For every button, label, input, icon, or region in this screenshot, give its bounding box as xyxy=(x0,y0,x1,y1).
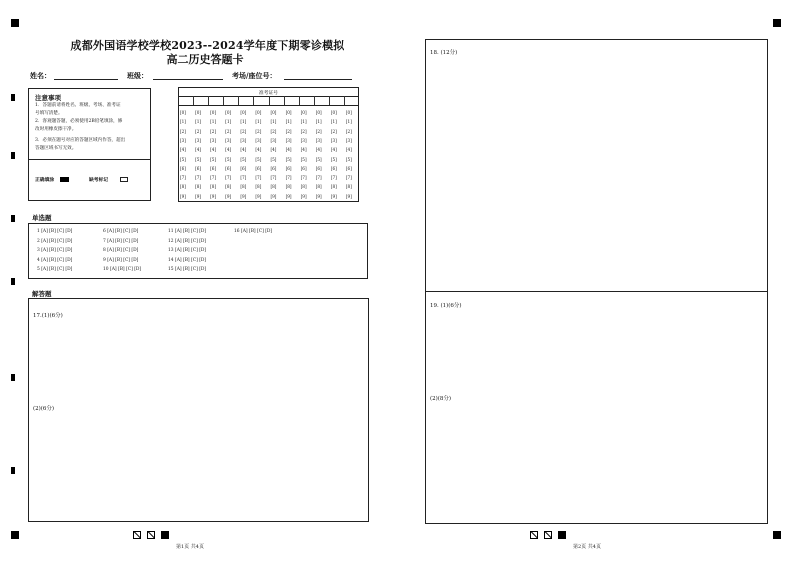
exam-id-bubble[interactable]: [8] xyxy=(330,184,337,190)
exam-id-bubble[interactable]: [2] xyxy=(195,128,202,134)
answer-box-19[interactable] xyxy=(425,291,768,524)
exam-id-bubble[interactable]: [1] xyxy=(315,119,322,125)
exam-id-bubble[interactable]: [6] xyxy=(345,165,352,171)
exam-id-bubble[interactable]: [2] xyxy=(270,128,277,134)
exam-id-bubble[interactable]: [8] xyxy=(315,184,322,190)
page-marker-hatched xyxy=(530,531,538,539)
exam-id-column-divider xyxy=(329,96,330,105)
exam-id-bubble[interactable]: [2] xyxy=(180,128,186,134)
notes-line: 改时用橡皮擦干净。 xyxy=(35,127,77,132)
exam-id-bubble[interactable]: [0] xyxy=(270,110,277,115)
exam-id-bubble[interactable]: [8] xyxy=(300,184,307,190)
choice-question-row[interactable]: 11 [A] [B] [C] [D] xyxy=(168,229,207,234)
page-marker-hatched xyxy=(147,531,155,539)
class-label: 班级： xyxy=(127,71,148,80)
exam-id-bubble[interactable]: [9] xyxy=(210,193,217,199)
exam-id-bubble[interactable]: [3] xyxy=(285,137,292,143)
exam-id-bubble[interactable]: [6] xyxy=(330,165,337,171)
exam-id-bubble[interactable]: [6] xyxy=(210,165,217,171)
name-label: 姓名： xyxy=(30,71,51,80)
exam-id-column-divider xyxy=(238,96,239,105)
exam-id-bubble[interactable]: [1] xyxy=(255,119,262,125)
exam-id-bubble[interactable]: [3] xyxy=(210,137,217,143)
exam-id-bubble[interactable]: [7] xyxy=(300,175,307,181)
answer-box-17[interactable] xyxy=(28,298,369,522)
page-marker-solid xyxy=(558,531,566,539)
exam-id-bubble[interactable]: [2] xyxy=(345,128,352,134)
exam-id-bubble[interactable]: [4] xyxy=(345,147,352,153)
exam-id-bubble[interactable]: [9] xyxy=(255,193,262,199)
exam-id-bubble[interactable]: [1] xyxy=(330,119,337,125)
exam-id-bubble[interactable]: [5] xyxy=(240,156,247,162)
exam-id-bubble[interactable]: [5] xyxy=(225,156,232,162)
corner-mark-top-right xyxy=(773,19,781,27)
exam-id-bubble[interactable]: [3] xyxy=(300,137,307,143)
exam-id-bubble[interactable]: [3] xyxy=(225,137,232,143)
exam-id-bubble[interactable]: [6] xyxy=(285,165,292,171)
exam-id-bubble[interactable]: [6] xyxy=(300,165,307,171)
exam-id-bubble[interactable]: [5] xyxy=(300,156,307,162)
exam-id-bubble[interactable]: [5] xyxy=(195,156,202,162)
absent-mark-label: 缺考标记 xyxy=(89,177,109,183)
single-choice-title: 单选题 xyxy=(32,214,52,222)
choice-question-row[interactable]: 12 [A] [B] [C] [D] xyxy=(168,238,207,244)
exam-id-bubble[interactable]: [9] xyxy=(240,193,247,199)
absent-checkbox[interactable] xyxy=(120,177,128,182)
exam-id-bubble[interactable]: [0] xyxy=(285,110,292,115)
exam-id-bubble[interactable]: [6] xyxy=(195,165,202,171)
notes-line: 答题区域书写无效。 xyxy=(35,146,77,151)
exam-id-bubble[interactable]: [8] xyxy=(210,184,217,190)
exam-id-bubble[interactable]: [7] xyxy=(210,175,217,181)
exam-id-bubble[interactable]: [7] xyxy=(345,175,352,181)
name-field[interactable] xyxy=(54,79,118,80)
exam-id-column-divider xyxy=(193,96,194,105)
exam-id-bubble[interactable]: [2] xyxy=(330,128,337,134)
exam-id-bubble[interactable]: [2] xyxy=(210,128,217,134)
exam-id-bubble[interactable]: [9] xyxy=(330,193,337,199)
exam-id-bubble[interactable]: [6] xyxy=(240,165,247,171)
exam-id-column-divider xyxy=(284,96,285,105)
exam-id-bubble[interactable]: [1] xyxy=(195,119,202,125)
exam-id-bubble[interactable]: [1] xyxy=(285,119,292,125)
exam-id-bubble[interactable]: [3] xyxy=(330,137,337,143)
choice-question-row[interactable]: 3 [A] [B] [C] [D] xyxy=(37,248,73,254)
exam-id-bubble[interactable]: [8] xyxy=(195,184,202,190)
notes-line: 1．答题前请将姓名、班级、考场、准考证 xyxy=(35,103,121,108)
exam-id-bubble[interactable]: [0] xyxy=(345,110,352,115)
exam-id-bubble[interactable]: [9] xyxy=(345,193,352,199)
exam-id-header: 准考证号 xyxy=(258,91,279,96)
exam-id-bubble[interactable]: [9] xyxy=(300,193,307,199)
choice-question-row[interactable]: 4 [A] [B] [C] [D] xyxy=(37,257,73,263)
exam-id-bubble[interactable]: [0] xyxy=(180,110,186,115)
question-19-part-2-label: (2)(8分) xyxy=(430,396,452,402)
side-mark xyxy=(11,215,15,222)
exam-id-bubble[interactable]: [9] xyxy=(180,193,186,199)
exam-id-bubble[interactable]: [0] xyxy=(300,110,307,115)
side-mark xyxy=(11,152,15,159)
question-19-part-1-label: 19. (1)(6分) xyxy=(430,303,462,309)
exam-id-bubble[interactable]: [4] xyxy=(270,147,277,153)
exam-id-bubble[interactable]: [9] xyxy=(285,193,292,199)
side-mark xyxy=(11,278,15,285)
exam-id-bubble[interactable]: [2] xyxy=(300,128,307,134)
exam-id-column-divider xyxy=(299,96,300,105)
page-subtitle: 高二历史答题卡 xyxy=(166,53,244,66)
exam-id-bubble[interactable]: [1] xyxy=(240,119,247,125)
exam-id-bubble[interactable]: [1] xyxy=(345,119,352,125)
exam-id-entry-divider xyxy=(178,105,359,106)
exam-id-column-divider xyxy=(223,96,224,105)
exam-id-bubble[interactable]: [4] xyxy=(195,147,202,153)
exam-id-bubble[interactable]: [5] xyxy=(285,156,292,162)
exam-id-bubble[interactable]: [5] xyxy=(180,156,186,162)
choice-question-row[interactable]: 7 [A] [B] [C] [D] xyxy=(103,238,139,244)
exam-id-bubble[interactable]: [8] xyxy=(285,184,292,190)
notes-line: 3．必须在题号对应的答题区域内作答，超出 xyxy=(35,138,126,143)
exam-id-bubble[interactable]: [4] xyxy=(300,147,307,153)
side-mark xyxy=(11,374,15,381)
exam-id-bubble[interactable]: [8] xyxy=(270,184,277,190)
exam-id-bubble[interactable]: [9] xyxy=(195,193,202,199)
choice-question-row[interactable]: 8 [A] [B] [C] [D] xyxy=(103,248,139,254)
page-marker-hatched xyxy=(133,531,141,539)
corner-mark-bottom-right xyxy=(773,531,781,539)
page-title: 成都外国语学校学校2023--2024学年度下期零诊模拟 xyxy=(70,39,345,52)
exam-id-column-divider xyxy=(253,96,254,105)
exam-id-bubble[interactable]: [0] xyxy=(240,110,247,115)
exam-id-column-divider xyxy=(314,96,315,105)
exam-id-bubble[interactable]: [6] xyxy=(225,165,232,171)
exam-id-bubble[interactable]: [6] xyxy=(270,165,277,171)
exam-id-bubble[interactable]: [1] xyxy=(180,119,186,125)
exam-id-bubble[interactable]: [7] xyxy=(195,175,202,181)
exam-id-bubble[interactable]: [4] xyxy=(225,147,232,153)
exam-id-bubble[interactable]: [3] xyxy=(180,137,186,143)
exam-id-bubble[interactable]: [4] xyxy=(240,147,247,153)
exam-id-bubble[interactable]: [2] xyxy=(255,128,262,134)
choice-question-row[interactable]: 13 [A] [B] [C] [D] xyxy=(168,248,207,254)
exam-id-bubble[interactable]: [3] xyxy=(315,137,322,143)
exam-id-bubble[interactable]: [1] xyxy=(225,119,232,125)
exam-id-bubble[interactable]: [4] xyxy=(210,147,217,153)
choice-question-row[interactable]: 14 [A] [B] [C] [D] xyxy=(168,257,207,263)
exam-id-bubble[interactable]: [7] xyxy=(255,175,262,181)
exam-id-bubble[interactable]: [9] xyxy=(270,193,277,199)
exam-id-bubble[interactable]: [4] xyxy=(315,147,322,153)
choice-question-row[interactable]: 6 [A] [B] [C] [D] xyxy=(103,229,139,234)
exam-id-bubble[interactable]: [8] xyxy=(225,184,232,190)
exam-id-bubble[interactable]: [2] xyxy=(285,128,292,134)
exam-id-bubble[interactable]: [0] xyxy=(255,110,262,115)
question-17-part-2-label: (2)(6分) xyxy=(33,406,55,412)
exam-id-bubble[interactable]: [4] xyxy=(255,147,262,153)
notes-line: 2．客观题答题，必须使用2B铅笔填涂，修 xyxy=(35,119,123,124)
exam-id-bubble[interactable]: [2] xyxy=(315,128,322,134)
exam-id-bubble[interactable]: [7] xyxy=(225,175,232,181)
exam-id-bubble[interactable]: [5] xyxy=(255,156,262,162)
page-marker-solid xyxy=(161,531,169,539)
question-18-label: 18. (12分) xyxy=(430,50,458,56)
exam-id-bubble[interactable]: [0] xyxy=(195,110,202,115)
exam-id-bubble[interactable]: [5] xyxy=(315,156,322,162)
exam-id-bubble[interactable]: [3] xyxy=(240,137,247,143)
exam-id-bubble[interactable]: [1] xyxy=(210,119,217,125)
exam-id-column-divider xyxy=(269,96,270,105)
seat-label: 考场/座位号： xyxy=(232,71,277,80)
exam-id-bubble[interactable]: [4] xyxy=(330,147,337,153)
exam-id-column-divider xyxy=(208,96,209,105)
choice-question-row[interactable]: 5 [A] [B] [C] [D] xyxy=(37,267,73,273)
exam-id-bubble[interactable]: [8] xyxy=(345,184,352,190)
choice-question-row[interactable]: 2 [A] [B] [C] [D] xyxy=(37,238,73,244)
exam-id-bubble[interactable]: [7] xyxy=(330,175,337,181)
choice-question-row[interactable]: 16 [A] [B] [C] [D] xyxy=(234,229,273,234)
choice-question-row[interactable]: 10 [A] [B] [C] [D] xyxy=(103,267,142,273)
exam-id-bubble[interactable]: [6] xyxy=(180,165,186,171)
exam-id-bubble[interactable]: [7] xyxy=(315,175,322,181)
filled-example-icon xyxy=(60,177,69,182)
page-number-1: 第1页 共4页 xyxy=(176,544,204,550)
exam-id-bubble[interactable]: [1] xyxy=(300,119,307,125)
exam-id-bubble[interactable]: [5] xyxy=(330,156,337,162)
exam-id-bubble[interactable]: [0] xyxy=(330,110,337,115)
exam-id-bubble[interactable]: [6] xyxy=(315,165,322,171)
choice-question-row[interactable]: 9 [A] [B] [C] [D] xyxy=(103,257,139,263)
exam-id-bubble[interactable]: [5] xyxy=(270,156,277,162)
exam-id-bubble[interactable]: [7] xyxy=(180,175,186,181)
corner-mark-top-left xyxy=(11,19,19,27)
exam-id-bubble[interactable]: [3] xyxy=(255,137,262,143)
corner-mark-bottom-left xyxy=(11,531,19,539)
exam-id-bubble[interactable]: [6] xyxy=(255,165,262,171)
notes-line: 号填写清楚。 xyxy=(35,111,63,116)
exam-id-bubble[interactable]: [0] xyxy=(225,110,232,115)
exam-id-bubble[interactable]: [8] xyxy=(180,184,186,190)
question-17-part-1-label: 17.(1)(6分) xyxy=(33,313,63,319)
page-marker-hatched xyxy=(544,531,552,539)
page-number-2: 第2页 共4页 xyxy=(573,544,601,550)
exam-id-bubble[interactable]: [0] xyxy=(315,110,322,115)
exam-id-bubble[interactable]: [7] xyxy=(270,175,277,181)
absent-mark-legend xyxy=(89,176,128,183)
exam-id-bubble[interactable]: [5] xyxy=(210,156,217,162)
exam-id-bubble[interactable]: [8] xyxy=(240,184,247,190)
exam-id-bubble[interactable]: [3] xyxy=(345,137,352,143)
notes-divider xyxy=(28,159,151,160)
seat-field[interactable] xyxy=(284,79,352,80)
choice-question-row[interactable]: 15 [A] [B] [C] [D] xyxy=(168,267,207,273)
exam-id-bubble[interactable]: [7] xyxy=(285,175,292,181)
notes-title: 注意事项 xyxy=(35,94,61,102)
side-mark xyxy=(11,94,15,101)
exam-id-bubble[interactable]: [2] xyxy=(225,128,232,134)
exam-id-column-divider xyxy=(344,96,345,105)
exam-id-bubble[interactable]: [2] xyxy=(240,128,247,134)
exam-id-bubble[interactable]: [0] xyxy=(210,110,217,115)
exam-id-bubble[interactable]: [7] xyxy=(240,175,247,181)
exam-id-bubble[interactable]: [9] xyxy=(225,193,232,199)
answer-box-18[interactable] xyxy=(425,39,768,292)
side-mark xyxy=(11,467,15,474)
correct-fill-label: 正确填涂 xyxy=(35,177,55,183)
answer-section-title: 解答题 xyxy=(32,290,52,298)
exam-id-bubble[interactable]: [4] xyxy=(180,147,186,153)
exam-id-bubble[interactable]: [3] xyxy=(270,137,277,143)
exam-id-bubble[interactable]: [9] xyxy=(315,193,322,199)
class-field[interactable] xyxy=(153,79,223,80)
exam-id-bubble[interactable]: [4] xyxy=(285,147,292,153)
exam-id-bubble[interactable]: [1] xyxy=(270,119,277,125)
exam-id-bubble[interactable]: [8] xyxy=(255,184,262,190)
correct-fill-legend xyxy=(35,176,69,183)
exam-id-bubble[interactable]: [5] xyxy=(345,156,352,162)
exam-id-bubble[interactable]: [3] xyxy=(195,137,202,143)
choice-question-row[interactable]: 1 [A] [B] [C] [D] xyxy=(37,229,73,234)
